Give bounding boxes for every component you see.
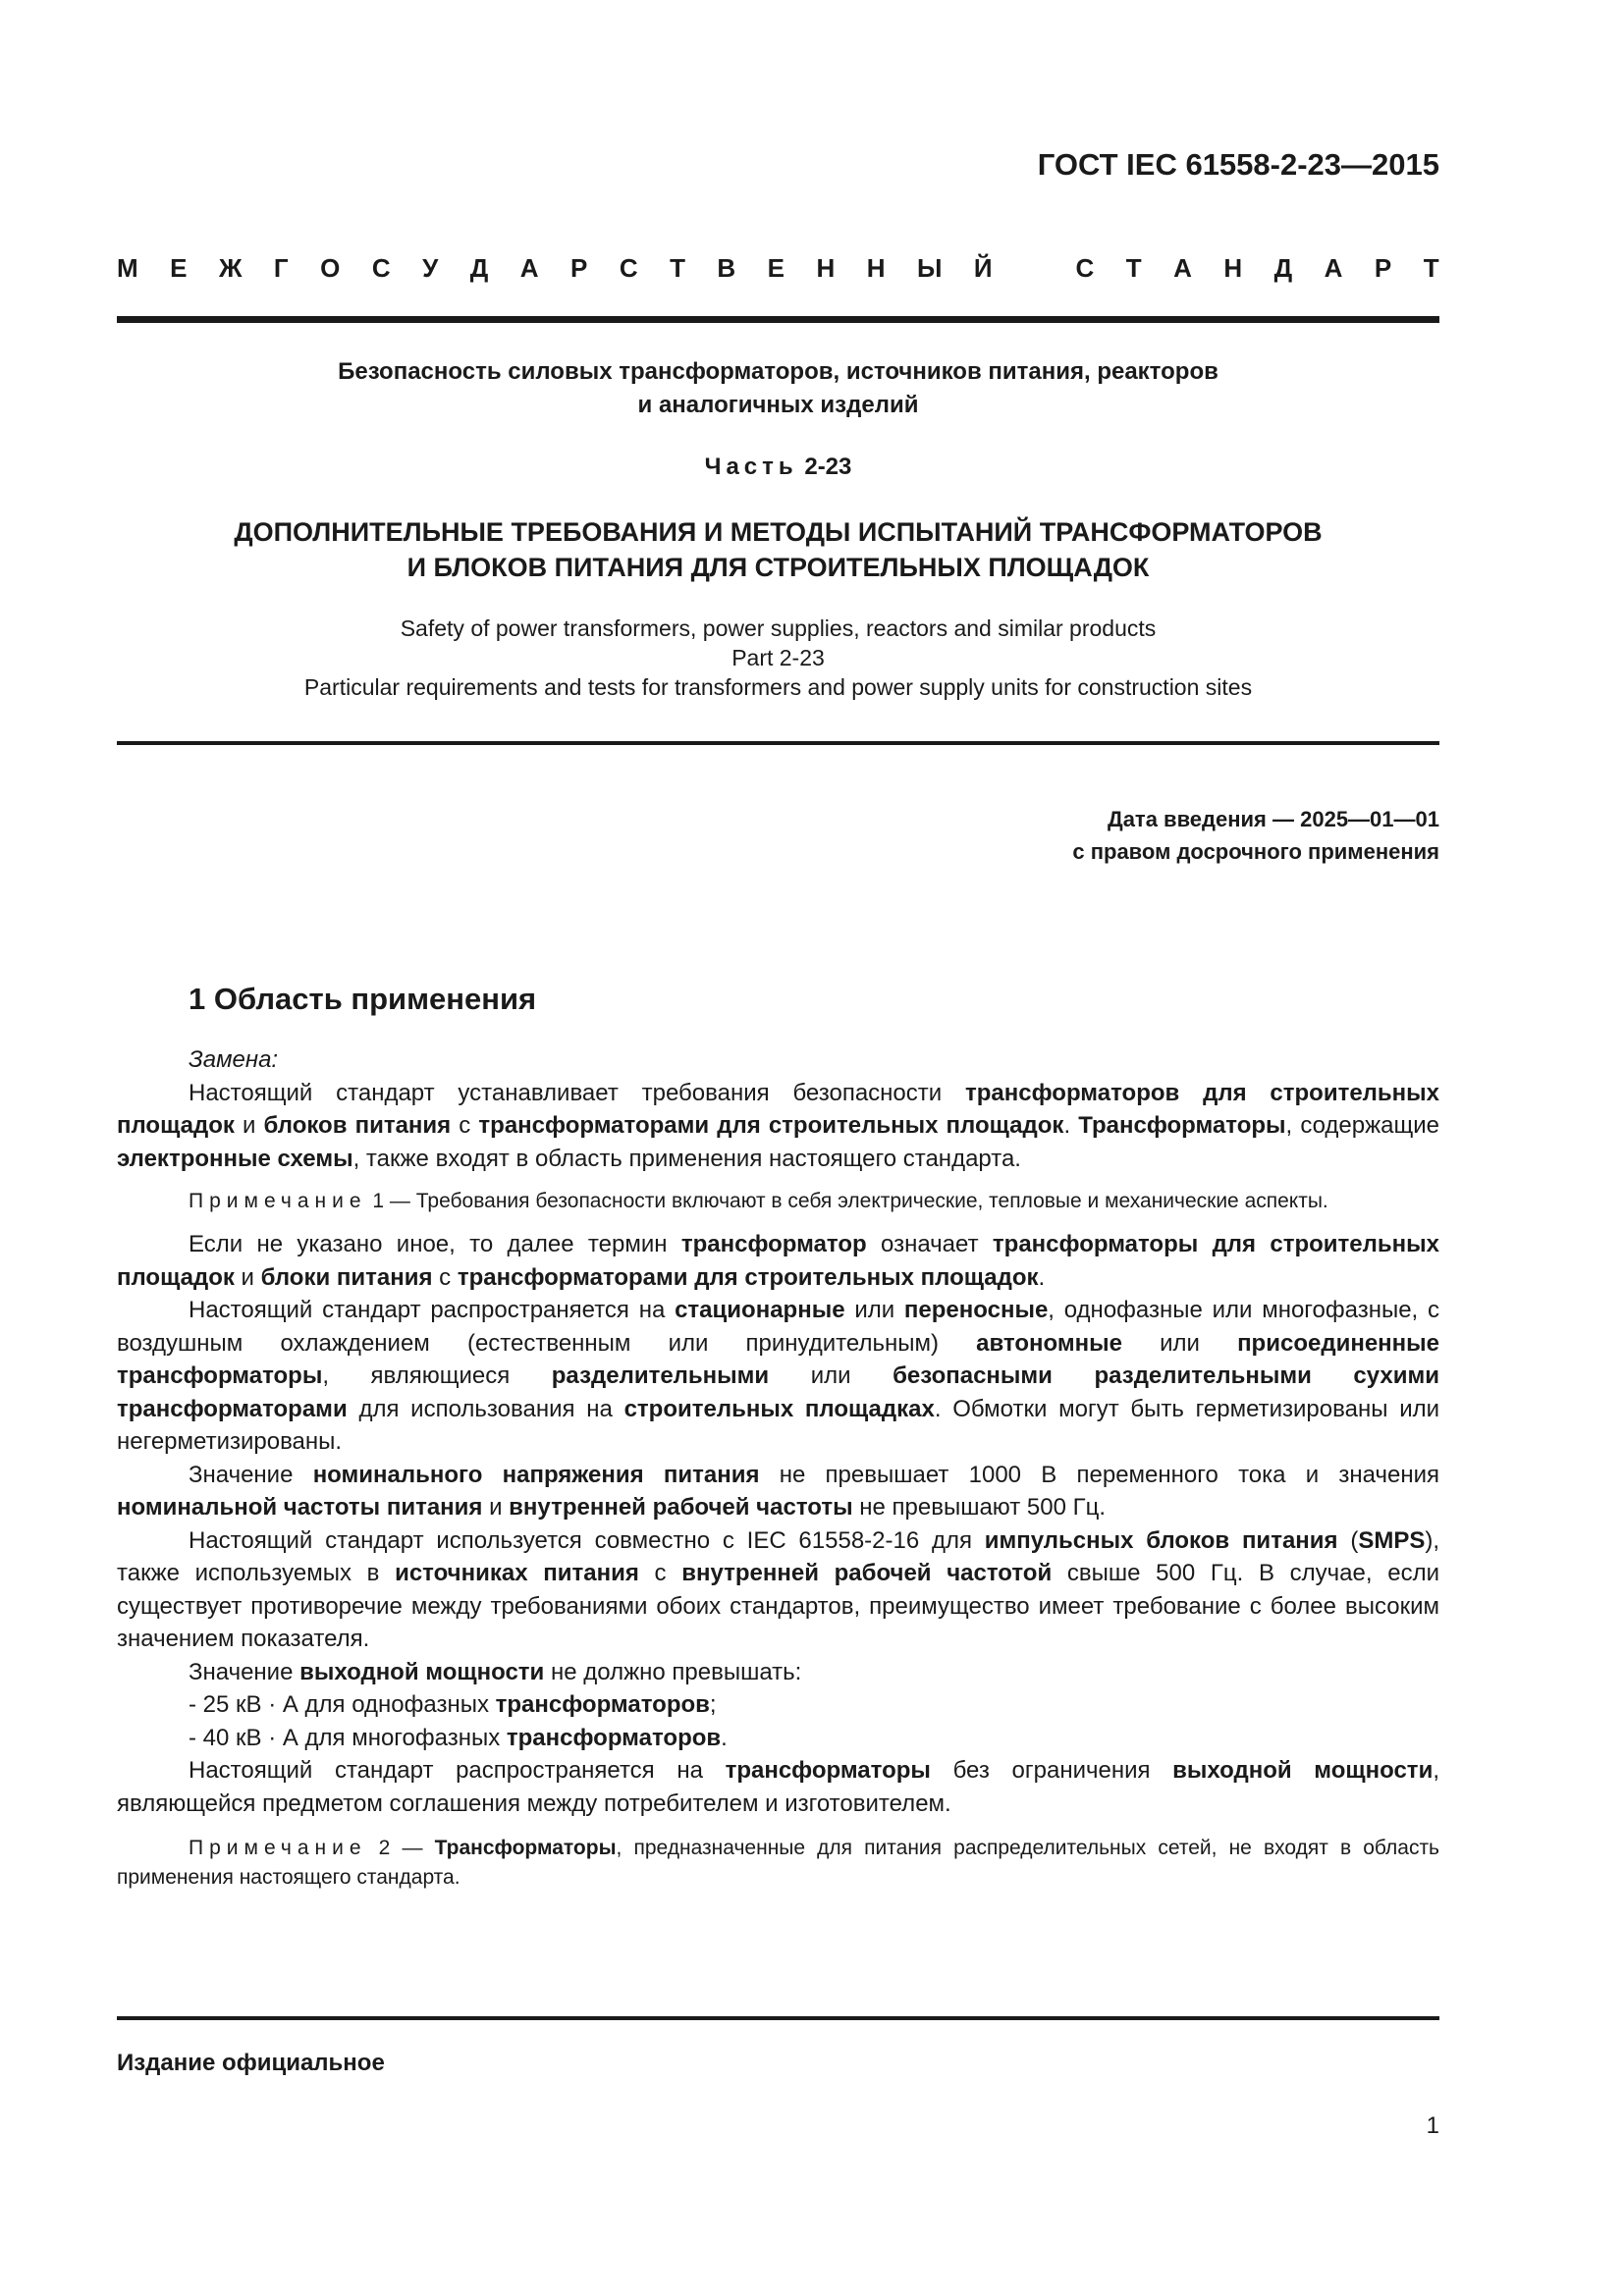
early-application-line: с правом досрочного применения <box>1072 839 1439 864</box>
banner-letter: Ы <box>916 253 943 283</box>
part-number: 2-23 <box>804 454 852 480</box>
main-heading-line1: ДОПОЛНИТЕЛЬНЫЕ ТРЕБОВАНИЯ И МЕТОДЫ ИСПЫТАНИЙ ТРАНСФОРМАТОРОВ <box>234 517 1323 547</box>
title-en-line2: Part 2-23 <box>731 645 825 670</box>
banner-letter: А <box>1324 253 1343 283</box>
paragraph-6: Значение выходной мощности не должно превышать: <box>189 1658 802 1685</box>
top-thick-rule <box>117 316 1439 323</box>
banner-letter: Н <box>1223 253 1243 283</box>
banner-letter: Р <box>1374 253 1392 283</box>
main-heading <box>117 514 1439 585</box>
banner-letter: Т <box>1423 253 1439 283</box>
title-ru-line2: и аналогичных изделий <box>637 392 919 418</box>
banner-letter: М <box>117 253 138 283</box>
list-item: - 25 кВ · А для однофазных трансформаторов; <box>189 1691 717 1718</box>
banner-letter: С <box>619 253 638 283</box>
note-2: Примечание 2 — Трансформаторы, предназначенные для питания распределительных сетей, не входят в область применения настоящего стандарта. <box>117 1837 1439 1889</box>
banner-letter: Д <box>1273 253 1293 283</box>
footer-rule <box>117 2016 1439 2020</box>
banner-letter: Т <box>670 253 685 283</box>
banner-letter: Ж <box>218 253 243 283</box>
introduction-date <box>1072 803 1439 868</box>
banner-gap <box>1024 253 1044 284</box>
title-en <box>117 614 1439 702</box>
paragraph-5: Настоящий стандарт используется совместно с IEC 61558-2-16 для импульсных блоков питания (SMPS), также используемых в источниках питания с внутренней рабочей частотой свыше 500 Гц. В случае, если существует противоречие между требованиями обоих стандартов, преимущество имеет требование с более высоким значением показателя. <box>117 1526 1439 1652</box>
banner-letter: Г <box>273 253 289 283</box>
section-heading-scope: 1 Область применения <box>189 982 537 1016</box>
title-ru-line1: Безопасность силовых трансформаторов, источников питания, реакторов <box>338 358 1218 385</box>
banner-letter: О <box>320 253 341 283</box>
section-body <box>117 1043 1439 1893</box>
note-1: Примечание 1 — Требования безопасности включают в себя электрические, тепловые и механические аспекты. <box>189 1190 1328 1212</box>
interstate-standard-banner <box>117 253 1439 284</box>
banner-letter: С <box>1075 253 1095 283</box>
official-edition-label: Издание официальное <box>117 2050 385 2076</box>
paragraph-1: Настоящий стандарт устанавливает требования безопасности трансформаторов для строительных площадок и блоков питания с трансформаторами для строительных площадок. Трансформаторы, содержащие электронные схемы, также входят в область применения настоящего стандарта. <box>117 1079 1440 1172</box>
banner-letter: Р <box>570 253 588 283</box>
title-rule <box>117 741 1439 745</box>
banner-letter: Т <box>1125 253 1142 283</box>
paragraph-7: Настоящий стандарт распространяется на трансформаторы без ограничения выходной мощности, являющейся предметом соглашения между потребителем и изготовителем. <box>117 1757 1439 1817</box>
banner-letter: Е <box>170 253 188 283</box>
banner-letter: Й <box>973 253 993 283</box>
banner-letter: Н <box>866 253 886 283</box>
paragraph-3: Настоящий стандарт распространяется на стационарные или переносные, однофазные или многофазные, с воздушным охлаждением (естественным или принудительным) автономные или присоединенные трансформаторы, являющиеся разделительными или безопасными разделительными сухими трансформаторами для использования на строительных площадках. Обмотки могут быть герметизированы или негерметизированы. <box>117 1297 1440 1455</box>
banner-letter: Д <box>469 253 489 283</box>
part-label <box>117 454 1439 481</box>
title-en-line3: Particular requirements and tests for transformers and power supply units for construction sites <box>303 674 1253 700</box>
title-en-line1: Safety of power transformers, power supplies, reactors and similar products <box>400 615 1157 641</box>
page-number: 1 <box>1426 2112 1439 2139</box>
banner-letter: А <box>1173 253 1192 283</box>
title-ru <box>117 355 1439 422</box>
banner-letter: В <box>717 253 736 283</box>
replace-label: Замена: <box>189 1046 279 1073</box>
banner-letter: У <box>422 253 439 283</box>
intro-date-line: Дата введения — 2025—01—01 <box>1108 807 1439 831</box>
banner-letter: Н <box>816 253 836 283</box>
paragraph-2: Если не указано иное, то далее термин трансформатор означает трансформаторы для строительных площадок и блоки питания с трансформаторами для строительных площадок. <box>117 1231 1439 1291</box>
banner-letter: А <box>519 253 539 283</box>
part-word: Часть <box>704 454 798 480</box>
main-heading-line2: И БЛОКОВ ПИТАНИЯ ДЛЯ СТРОИТЕЛЬНЫХ ПЛОЩАДОК <box>406 553 1150 582</box>
gost-code: ГОСТ IEC 61558-2-23—2015 <box>1037 147 1439 182</box>
list-item: - 40 кВ · А для многофазных трансформаторов. <box>189 1724 728 1751</box>
banner-letter: Е <box>767 253 785 283</box>
paragraph-4: Значение номинального напряжения питания не превышает 1000 В переменного тока и значения номинальной частоты питания и внутренней рабочей частоты не превышают 500 Гц. <box>117 1461 1440 1521</box>
banner-letter: С <box>371 253 391 283</box>
